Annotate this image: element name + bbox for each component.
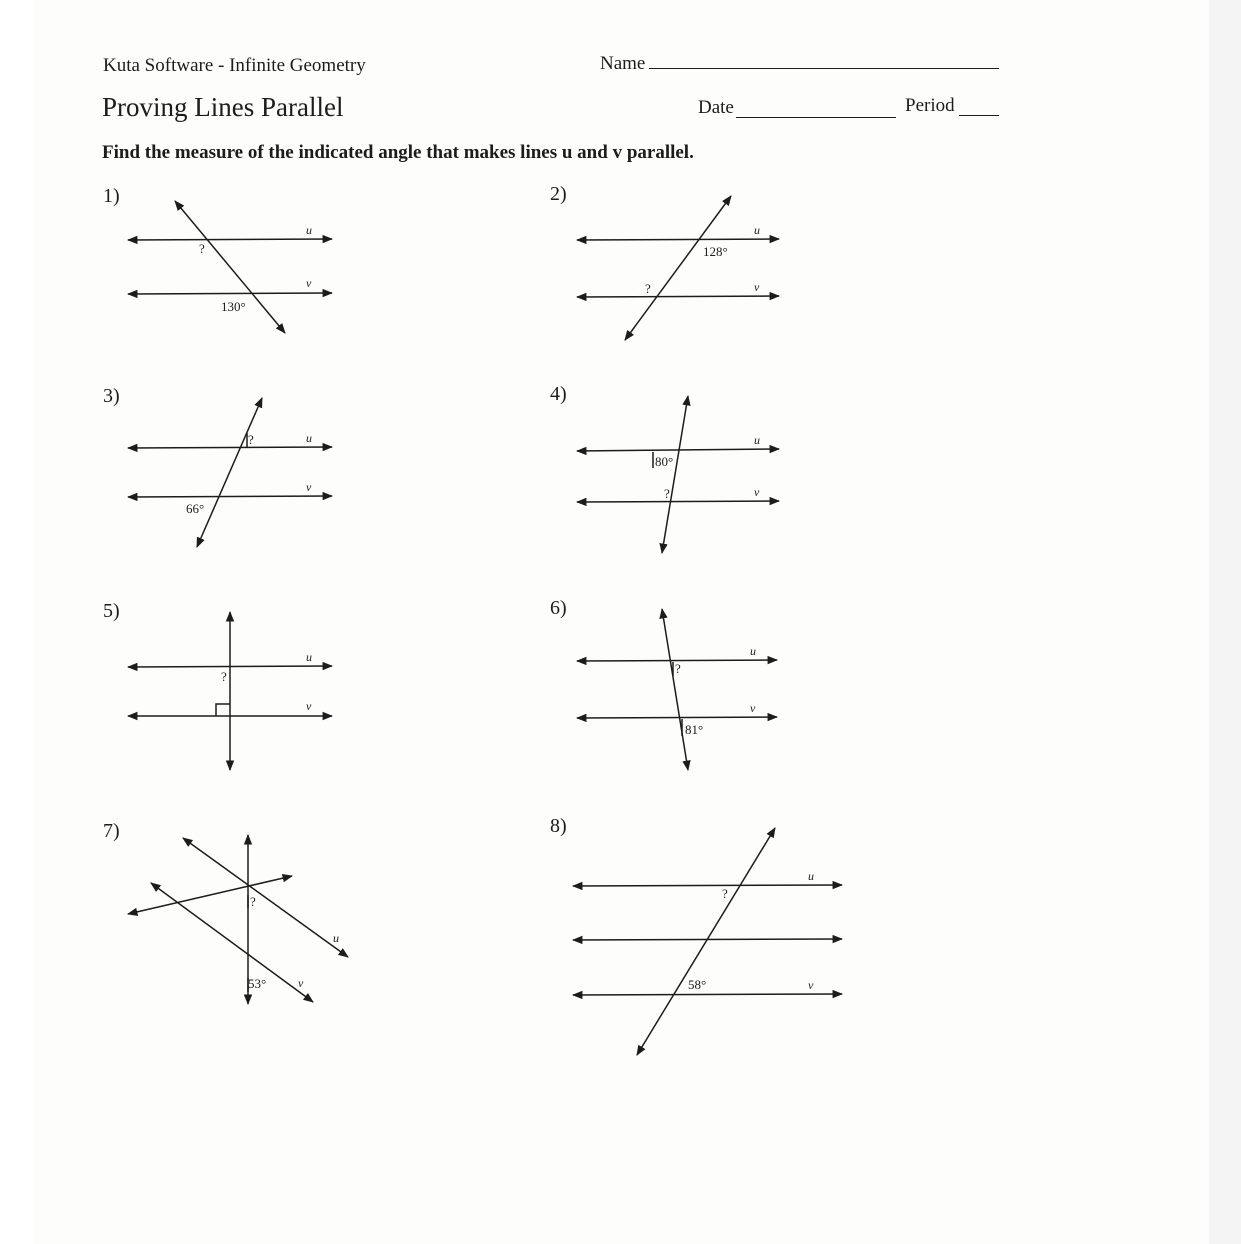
u-label: u xyxy=(754,223,760,237)
unknown-angle-label: ? xyxy=(221,669,227,684)
unknown-angle-label: ? xyxy=(199,241,205,256)
v-label: v xyxy=(298,976,304,990)
instructions: Find the measure of the indicated angle that makes lines u and v parallel. xyxy=(102,142,694,163)
unknown-angle-label: ? xyxy=(675,661,681,676)
unknown-angle-label: ? xyxy=(664,486,670,501)
problem-6-number: 6) xyxy=(550,597,567,619)
problem-3-number: 3) xyxy=(103,385,120,407)
problem-7-number: 7) xyxy=(103,820,120,842)
given-angle-label: 128° xyxy=(703,244,728,259)
page-title: Proving Lines Parallel xyxy=(102,92,344,122)
problem-1-number: 1) xyxy=(103,185,120,207)
v-label: v xyxy=(306,480,312,494)
u-label: u xyxy=(306,431,312,445)
v-label: v xyxy=(808,978,814,992)
unknown-angle-label: ? xyxy=(250,894,256,909)
u-label: u xyxy=(750,644,756,658)
line-u xyxy=(573,885,842,886)
v-label: v xyxy=(754,280,760,294)
problem-5-number: 5) xyxy=(103,600,120,622)
u-label: u xyxy=(808,869,814,883)
given-angle-label: 81° xyxy=(685,722,704,737)
given-angle-label: 80° xyxy=(655,454,674,469)
given-angle-label: 130° xyxy=(221,299,246,314)
u-label: u xyxy=(754,433,760,447)
line-v xyxy=(573,994,842,995)
u-label: u xyxy=(306,650,312,664)
software-name: Kuta Software - Infinite Geometry xyxy=(103,55,366,76)
unknown-angle-label: ? xyxy=(722,886,728,901)
name-label: Name xyxy=(600,53,646,74)
v-label: v xyxy=(306,276,312,290)
problem-8-number: 8) xyxy=(550,815,567,837)
period-label: Period xyxy=(905,95,955,116)
given-angle-label: 53° xyxy=(248,976,267,991)
date-label: Date xyxy=(698,97,734,118)
u-label: u xyxy=(333,931,339,945)
unknown-angle-label: ? xyxy=(645,281,651,296)
problem-4-number: 4) xyxy=(550,383,567,405)
v-label: v xyxy=(306,699,312,713)
problem-2-number: 2) xyxy=(550,183,567,205)
u-label: u xyxy=(306,223,312,237)
v-label: v xyxy=(754,485,760,499)
unknown-angle-label: ? xyxy=(248,432,254,447)
given-angle-label: 58° xyxy=(688,977,707,992)
v-label: v xyxy=(750,701,756,715)
transversal xyxy=(637,828,775,1055)
given-angle-label: 66° xyxy=(186,501,205,516)
